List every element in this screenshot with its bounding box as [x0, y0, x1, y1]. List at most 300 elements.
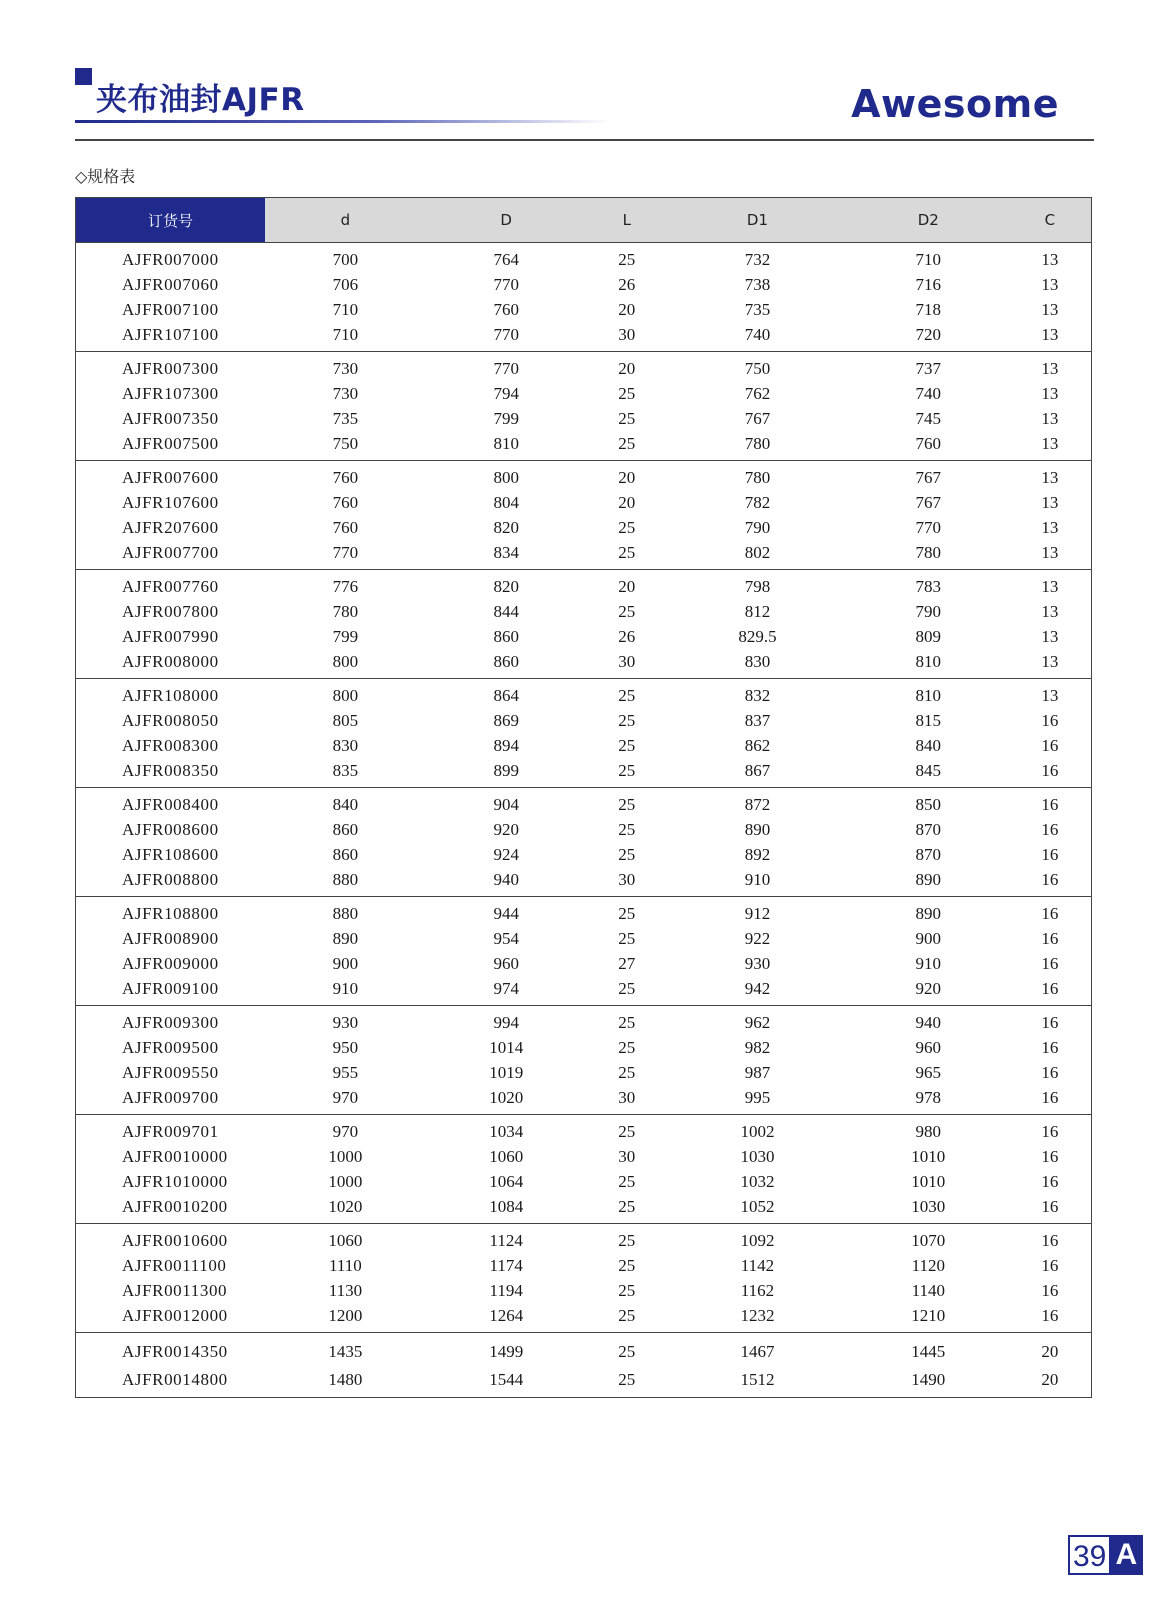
cell-value-d: 700	[332, 250, 359, 269]
cell-value-D1: 1032	[740, 1172, 775, 1191]
cell-value-L: 25	[618, 686, 636, 705]
cell-d	[265, 243, 426, 352]
cell-value-D: 869	[493, 711, 519, 730]
cell-part-number	[76, 1224, 266, 1333]
cell-D1	[667, 679, 848, 788]
cell-value-D2: 978	[915, 1088, 942, 1107]
cell-value-d: 1000	[328, 1172, 363, 1191]
cell-value-D1: 1052	[740, 1197, 775, 1216]
cell-value-D2: 810	[915, 652, 942, 671]
cell-value-D2: 1120	[911, 1256, 945, 1275]
table-row-group	[76, 352, 1092, 461]
spec-table	[75, 197, 1092, 1398]
cell-value-d: 835	[332, 761, 359, 780]
cell-D	[426, 1333, 587, 1398]
cell-value-part-number: AJFR007990	[122, 627, 219, 646]
cell-value-C: 16	[1041, 845, 1059, 864]
cell-value-D: 864	[493, 686, 519, 705]
cell-value-d: 830	[332, 736, 359, 755]
cell-value-D2: 815	[915, 711, 942, 730]
cell-value-D: 899	[493, 761, 519, 780]
cell-value-D: 1020	[489, 1088, 524, 1107]
cell-value-D1: 1092	[740, 1231, 775, 1250]
column-header-D2: D2	[848, 198, 1009, 243]
cell-value-D1: 1002	[740, 1122, 775, 1141]
cell-value-d: 890	[332, 929, 359, 948]
cell-value-D: 820	[493, 577, 519, 596]
cell-value-C: 13	[1041, 602, 1059, 621]
cell-C	[1009, 1115, 1092, 1224]
cell-value-d: 900	[332, 954, 359, 973]
cell-C	[1009, 1333, 1092, 1398]
cell-value-D2: 767	[915, 468, 942, 487]
cell-part-number	[76, 1333, 266, 1398]
cell-value-D2: 716	[915, 275, 942, 294]
cell-value-C: 20	[1041, 1369, 1059, 1389]
cell-value-d: 950	[332, 1038, 359, 1057]
cell-value-part-number: AJFR007000	[122, 250, 219, 269]
cell-value-part-number: AJFR0010200	[122, 1197, 228, 1216]
cell-D	[426, 788, 587, 897]
cell-value-d: 735	[332, 409, 359, 428]
cell-value-C: 13	[1041, 543, 1059, 562]
cell-value-D1: 750	[744, 359, 771, 378]
cell-d	[265, 1224, 426, 1333]
cell-value-d: 930	[332, 1013, 359, 1032]
cell-value-D2: 710	[915, 250, 942, 269]
cell-value-D: 960	[493, 954, 519, 973]
cell-C	[1009, 461, 1092, 570]
cell-D2	[848, 352, 1009, 461]
cell-C	[1009, 679, 1092, 788]
cell-value-L: 20	[618, 300, 636, 319]
cell-value-L: 25	[618, 602, 636, 621]
cell-value-D: 924	[493, 845, 519, 864]
cell-value-d: 955	[332, 1063, 359, 1082]
cell-value-D: 1194	[489, 1281, 523, 1300]
cell-value-L: 25	[618, 979, 636, 998]
cell-value-d: 730	[332, 359, 359, 378]
cell-D1	[667, 243, 848, 352]
cell-value-D2: 940	[915, 1013, 942, 1032]
cell-value-C: 16	[1041, 954, 1059, 973]
cell-value-D: 1174	[489, 1256, 523, 1275]
cell-value-D: 1019	[489, 1063, 524, 1082]
cell-D	[426, 570, 587, 679]
cell-value-d: 800	[332, 652, 359, 671]
cell-value-D1: 987	[744, 1063, 771, 1082]
cell-C	[1009, 243, 1092, 352]
cell-value-D: 770	[493, 325, 519, 344]
cell-value-L: 25	[618, 434, 636, 453]
cell-value-L: 20	[618, 493, 636, 512]
cell-value-D: 1064	[489, 1172, 524, 1191]
cell-value-d: 760	[332, 493, 359, 512]
cell-d	[265, 352, 426, 461]
cell-value-D2: 718	[915, 300, 942, 319]
cell-value-C: 16	[1041, 795, 1059, 814]
cell-value-part-number: AJFR107600	[122, 493, 219, 512]
cell-value-part-number: AJFR0010600	[122, 1231, 228, 1250]
cell-value-D: 794	[493, 384, 519, 403]
cell-value-D2: 770	[915, 518, 942, 537]
cell-value-d: 910	[332, 979, 359, 998]
cell-value-part-number: AJFR009500	[122, 1038, 219, 1057]
cell-L	[587, 1224, 667, 1333]
cell-value-D: 770	[493, 275, 519, 294]
cell-value-L: 25	[618, 518, 636, 537]
cell-value-L: 25	[618, 1197, 636, 1216]
cell-D1	[667, 570, 848, 679]
cell-value-L: 25	[618, 795, 636, 814]
cell-value-C: 16	[1041, 736, 1059, 755]
cell-value-L: 25	[618, 409, 636, 428]
cell-value-part-number: AJFR007300	[122, 359, 219, 378]
cell-value-C: 13	[1041, 627, 1059, 646]
cell-value-part-number: AJFR007600	[122, 468, 219, 487]
cell-value-C: 16	[1041, 1281, 1059, 1300]
cell-d	[265, 570, 426, 679]
cell-value-d: 1480	[328, 1369, 363, 1389]
cell-value-D2: 809	[915, 627, 942, 646]
cell-value-L: 20	[618, 468, 636, 487]
cell-value-C: 16	[1041, 1122, 1059, 1141]
page-letter: A	[1109, 1535, 1143, 1575]
cell-value-L: 25	[618, 1013, 636, 1032]
cell-d	[265, 1333, 426, 1398]
cell-value-d: 750	[332, 434, 359, 453]
cell-L	[587, 897, 667, 1006]
cell-D1	[667, 1333, 848, 1398]
cell-value-D2: 845	[915, 761, 942, 780]
cell-value-d: 800	[332, 686, 359, 705]
cell-value-D: 860	[493, 627, 519, 646]
page-title: 夹布油封AJFR	[96, 82, 305, 118]
cell-value-D: 1060	[489, 1147, 524, 1166]
cell-value-C: 13	[1041, 652, 1059, 671]
cell-value-C: 16	[1041, 1013, 1059, 1032]
cell-value-D1: 780	[744, 434, 771, 453]
cell-value-part-number: AJFR108000	[122, 686, 219, 705]
cell-value-D2: 1010	[911, 1147, 946, 1166]
cell-value-D1: 962	[744, 1013, 771, 1032]
cell-value-D: 894	[493, 736, 519, 755]
cell-value-D: 799	[493, 409, 519, 428]
page-number-badge	[1068, 1535, 1143, 1575]
cell-value-D: 904	[493, 795, 519, 814]
cell-D2	[848, 1006, 1009, 1115]
cell-value-L: 25	[618, 1256, 636, 1275]
cell-L	[587, 570, 667, 679]
cell-value-D1: 732	[744, 250, 771, 269]
cell-value-D2: 870	[915, 845, 942, 864]
cell-value-part-number: AJFR0014800	[122, 1369, 228, 1389]
cell-value-part-number: AJFR009000	[122, 954, 219, 973]
cell-value-D1: 812	[744, 602, 771, 621]
cell-value-part-number: AJFR007350	[122, 409, 219, 428]
cell-value-part-number: AJFR0010000	[122, 1147, 228, 1166]
title-marker	[75, 68, 92, 85]
table-row-group	[76, 788, 1092, 897]
cell-part-number	[76, 1115, 266, 1224]
cell-value-D1: 892	[744, 845, 771, 864]
cell-value-d: 1130	[328, 1281, 363, 1300]
cell-value-d: 706	[332, 275, 359, 294]
cell-value-C: 13	[1041, 686, 1059, 705]
cell-value-part-number: AJFR107100	[122, 325, 219, 344]
cell-value-L: 25	[618, 1341, 636, 1361]
cell-value-C: 13	[1041, 384, 1059, 403]
cell-value-d: 710	[332, 300, 359, 319]
cell-D	[426, 1006, 587, 1115]
cell-L	[587, 352, 667, 461]
cell-value-C: 13	[1041, 300, 1059, 319]
cell-value-D: 974	[493, 979, 519, 998]
cell-value-L: 20	[618, 359, 636, 378]
table-header-row	[76, 198, 1092, 243]
cell-part-number	[76, 243, 266, 352]
cell-value-D2: 960	[915, 1038, 942, 1057]
cell-value-L: 30	[618, 1147, 636, 1166]
cell-value-d: 710	[332, 325, 359, 344]
cell-value-part-number: AJFR008050	[122, 711, 219, 730]
cell-D2	[848, 1224, 1009, 1333]
cell-value-C: 13	[1041, 518, 1059, 537]
cell-value-D2: 850	[915, 795, 942, 814]
cell-value-part-number: AJFR008300	[122, 736, 219, 755]
cell-part-number	[76, 897, 266, 1006]
cell-value-part-number: AJFR0014350	[122, 1341, 228, 1361]
cell-value-L: 25	[618, 1306, 636, 1325]
cell-L	[587, 1006, 667, 1115]
table-row-group	[76, 243, 1092, 352]
cell-L	[587, 679, 667, 788]
cell-value-D2: 810	[915, 686, 942, 705]
cell-value-D: 764	[493, 250, 519, 269]
cell-value-D2: 890	[915, 870, 942, 889]
cell-value-L: 30	[618, 652, 636, 671]
cell-D	[426, 243, 587, 352]
table-row-group	[76, 679, 1092, 788]
cell-value-d: 880	[332, 904, 359, 923]
cell-value-D1: 740	[744, 325, 771, 344]
cell-D	[426, 1224, 587, 1333]
cell-D2	[848, 461, 1009, 570]
page-number: 39	[1068, 1535, 1109, 1575]
cell-value-D: 804	[493, 493, 519, 512]
cell-value-C: 16	[1041, 820, 1059, 839]
cell-value-D2: 1070	[911, 1231, 946, 1250]
cell-value-D: 1124	[489, 1231, 523, 1250]
cell-value-part-number: AJFR008800	[122, 870, 219, 889]
cell-value-C: 16	[1041, 904, 1059, 923]
cell-D1	[667, 352, 848, 461]
cell-value-D2: 920	[915, 979, 942, 998]
cell-value-D1: 782	[744, 493, 771, 512]
cell-L	[587, 788, 667, 897]
cell-value-d: 860	[332, 845, 359, 864]
table-body	[76, 243, 1092, 1398]
cell-D2	[848, 1115, 1009, 1224]
cell-value-d: 760	[332, 518, 359, 537]
cell-value-D1: 872	[744, 795, 771, 814]
cell-value-D: 994	[493, 1013, 519, 1032]
cell-value-C: 13	[1041, 325, 1059, 344]
cell-C	[1009, 1006, 1092, 1115]
cell-value-D2: 780	[915, 543, 942, 562]
cell-value-part-number: AJFR0011300	[122, 1281, 228, 1300]
cell-value-part-number: AJFR107300	[122, 384, 219, 403]
cell-value-d: 799	[332, 627, 359, 646]
cell-value-part-number: AJFR0011100	[122, 1256, 227, 1275]
cell-value-C: 16	[1041, 1231, 1059, 1250]
cell-C	[1009, 352, 1092, 461]
cell-value-D1: 1030	[740, 1147, 775, 1166]
cell-d	[265, 1115, 426, 1224]
cell-value-part-number: AJFR1010000	[122, 1172, 228, 1191]
cell-value-D2: 1140	[911, 1281, 945, 1300]
cell-value-D2: 900	[915, 929, 942, 948]
cell-L	[587, 1115, 667, 1224]
cell-value-D1: 832	[744, 686, 771, 705]
cell-value-D2: 790	[915, 602, 942, 621]
cell-value-D: 920	[493, 820, 519, 839]
cell-value-D1: 790	[744, 518, 771, 537]
cell-value-part-number: AJFR007760	[122, 577, 219, 596]
cell-value-part-number: AJFR007100	[122, 300, 219, 319]
cell-value-part-number: AJFR008600	[122, 820, 219, 839]
cell-value-L: 25	[618, 820, 636, 839]
cell-value-D2: 740	[915, 384, 942, 403]
cell-value-C: 13	[1041, 359, 1059, 378]
cell-value-L: 25	[618, 1063, 636, 1082]
cell-value-d: 770	[332, 543, 359, 562]
cell-value-L: 25	[618, 845, 636, 864]
cell-value-part-number: AJFR007060	[122, 275, 219, 294]
cell-value-L: 25	[618, 250, 636, 269]
cell-value-D2: 1445	[911, 1341, 946, 1361]
cell-value-C: 16	[1041, 1088, 1059, 1107]
cell-D2	[848, 243, 1009, 352]
cell-value-L: 30	[618, 870, 636, 889]
cell-value-D1: 910	[744, 870, 771, 889]
cell-D1	[667, 1115, 848, 1224]
cell-value-d: 780	[332, 602, 359, 621]
cell-value-D1: 1142	[740, 1256, 775, 1275]
cell-value-L: 25	[618, 1231, 636, 1250]
cell-value-D1: 912	[744, 904, 771, 923]
cell-D	[426, 679, 587, 788]
cell-value-C: 16	[1041, 1147, 1059, 1166]
cell-value-C: 16	[1041, 870, 1059, 889]
cell-value-L: 25	[618, 1281, 636, 1300]
cell-value-D1: 995	[744, 1088, 771, 1107]
cell-value-L: 25	[618, 1122, 636, 1141]
cell-d	[265, 1006, 426, 1115]
cell-C	[1009, 1224, 1092, 1333]
cell-value-part-number: AJFR007800	[122, 602, 219, 621]
cell-value-D1: 837	[744, 711, 771, 730]
cell-value-C: 13	[1041, 275, 1059, 294]
cell-value-C: 16	[1041, 711, 1059, 730]
cell-value-C: 16	[1041, 1063, 1059, 1082]
cell-value-L: 25	[618, 1172, 636, 1191]
cell-value-C: 13	[1041, 493, 1059, 512]
cell-value-D1: 830	[744, 652, 771, 671]
cell-value-D2: 720	[915, 325, 942, 344]
cell-value-d: 970	[332, 1122, 359, 1141]
column-header-d: d	[265, 198, 426, 243]
cell-value-D: 834	[493, 543, 519, 562]
cell-value-D1: 1162	[740, 1281, 775, 1300]
cell-value-part-number: AJFR009700	[122, 1088, 219, 1107]
cell-value-part-number: AJFR108800	[122, 904, 219, 923]
cell-d	[265, 679, 426, 788]
table-row-group	[76, 1006, 1092, 1115]
cell-value-L: 25	[618, 384, 636, 403]
cell-part-number	[76, 352, 266, 461]
cell-value-C: 13	[1041, 434, 1059, 453]
cell-value-d: 1000	[328, 1147, 363, 1166]
cell-value-L: 27	[618, 954, 636, 973]
cell-value-C: 16	[1041, 1038, 1059, 1057]
cell-value-part-number: AJFR009300	[122, 1013, 219, 1032]
cell-value-D1: 762	[744, 384, 771, 403]
cell-value-D1: 930	[744, 954, 771, 973]
cell-value-D1: 982	[744, 1038, 771, 1057]
table-row-group	[76, 570, 1092, 679]
cell-value-part-number: AJFR0012000	[122, 1306, 228, 1325]
cell-value-D2: 980	[915, 1122, 942, 1141]
section-label: ◇规格表	[75, 167, 136, 186]
cell-value-d: 840	[332, 795, 359, 814]
brand-logo: Awesome	[851, 82, 1059, 126]
cell-value-D1: 862	[744, 736, 771, 755]
cell-value-part-number: AJFR009701	[122, 1122, 219, 1141]
table-row-group	[76, 897, 1092, 1006]
cell-d	[265, 788, 426, 897]
cell-value-D: 760	[493, 300, 519, 319]
cell-D	[426, 897, 587, 1006]
cell-value-d: 1435	[328, 1341, 363, 1361]
cell-value-part-number: AJFR207600	[122, 518, 219, 537]
cell-value-D2: 890	[915, 904, 942, 923]
column-header-part-number: 订货号	[76, 198, 266, 243]
cell-value-D2: 1210	[911, 1306, 946, 1325]
cell-D2	[848, 897, 1009, 1006]
cell-value-d: 880	[332, 870, 359, 889]
cell-value-C: 16	[1041, 1256, 1059, 1275]
cell-value-D2: 965	[915, 1063, 942, 1082]
cell-D	[426, 461, 587, 570]
cell-L	[587, 243, 667, 352]
cell-D1	[667, 1006, 848, 1115]
cell-value-D1: 767	[744, 409, 771, 428]
cell-L	[587, 461, 667, 570]
cell-value-D: 770	[493, 359, 519, 378]
cell-value-C: 16	[1041, 979, 1059, 998]
cell-D	[426, 352, 587, 461]
cell-value-D1: 1232	[740, 1306, 775, 1325]
cell-value-C: 20	[1041, 1341, 1059, 1361]
cell-part-number	[76, 461, 266, 570]
cell-value-D2: 1010	[911, 1172, 946, 1191]
cell-value-part-number: AJFR108600	[122, 845, 219, 864]
cell-value-D: 800	[493, 468, 519, 487]
cell-value-d: 970	[332, 1088, 359, 1107]
cell-value-D: 820	[493, 518, 519, 537]
cell-part-number	[76, 1006, 266, 1115]
